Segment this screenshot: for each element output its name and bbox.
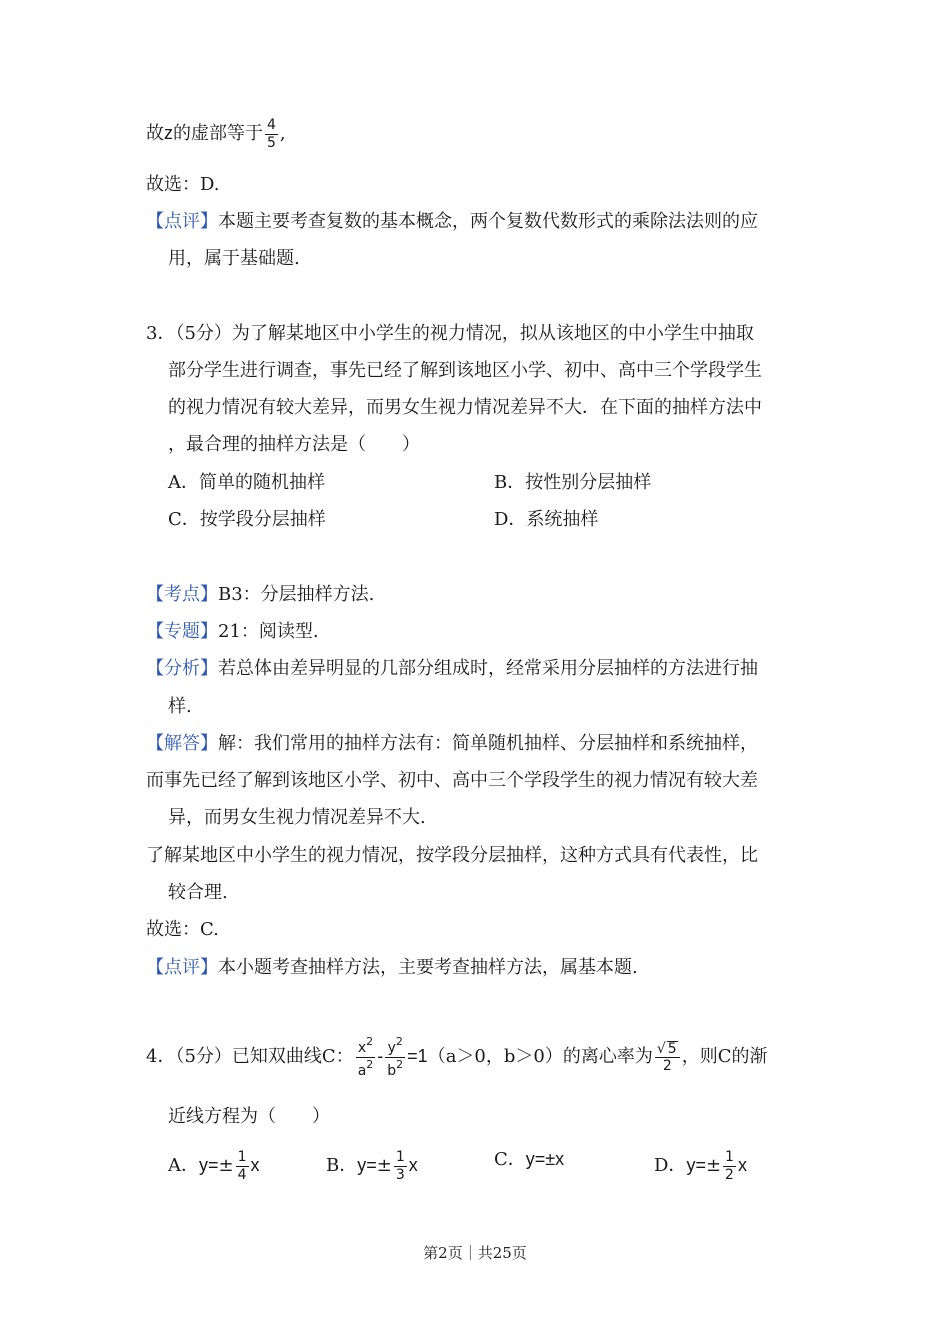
q3-option-c: C．按学段分层抽样 [168,509,326,530]
q4-stem-line1: 4．（5分）已知双曲线C： $\frac{x^2}{a^2}$ - $\frac{y^2}{b^2}$ =1（a＞0，b＞0）的离心率为 $\frac{√ 5}{2}$ ，则C的渐 [146,1035,768,1079]
q3-stem-line4: ，最合理的抽样方法是（ ） [168,434,420,455]
page-footer: 第2页｜共25页 [423,1244,527,1262]
q3-zhuanti: 【专题】21：阅读型. [146,621,319,642]
q3-fenxi-line2: 样. [168,696,192,717]
fraction-y2-b2: $\frac{y^2}{b^2}$ [387,1035,404,1079]
q2-comment-line2: 用，属于基础题. [168,248,300,269]
comment-tag: 【点评】 [146,211,218,232]
q3-option-d: D．系统抽样 [494,509,599,530]
q4-option-a: A．y=± $\frac{1}{4}$ x [168,1149,260,1183]
q4-option-b: B．y=± $\frac{1}{3}$ x [326,1149,418,1183]
q4-option-d: D．y=± $\frac{1}{2}$ x [654,1149,747,1183]
q3-option-b: B．按性别分层抽样 [494,472,652,493]
q2-imaginary-part-line: 故z的虚部等于 $\frac{4}{5}$ , [146,117,286,151]
q3-fenxi-line1: 【分析】若总体由差异明显的几部分组成时，经常采用分层抽样的方法进行抽 [146,658,758,679]
q4-option-c: C．y=±x [494,1149,565,1170]
q2-answer: 故选：D. [146,174,220,195]
q3-jieda-line4: 了解某地区中小学生的视力情况，按学段分层抽样，这种方式具有代表性，比 [146,845,758,866]
fraction-4-5: $\frac{4}{5}$ [267,117,276,151]
q3-answer: 故选：C. [146,919,219,940]
q3-stem-line1: 3．（5分）为了解某地区中小学生的视力情况，拟从该地区的中小学生中抽取 [146,323,754,344]
q3-jieda-line3: 异，而男女生视力情况差异不大. [168,807,426,828]
q3-stem-line2: 部分学生进行调查，事先已经了解到该地区小学、初中、高中三个学段学生 [168,360,762,381]
q2-comment-line1: 【点评】本题主要考查复数的基本概念，两个复数代数形式的乘除法法则的应 [146,211,758,232]
q3-dianping: 【点评】本小题考查抽样方法，主要考查抽样方法，属基本题. [146,957,638,978]
q4-number: 4． [146,1046,176,1068]
q3-jieda-line1: 【解答】解：我们常用的抽样方法有：简单随机抽样、分层抽样和系统抽样， [146,733,758,754]
q3-option-a: A．简单的随机抽样 [168,472,325,493]
q3-jieda-line5: 较合理. [168,882,228,903]
q3-kaodian: 【考点】B3：分层抽样方法. [146,584,375,605]
fraction-x2-a2: $\frac{x^2}{a^2}$ [357,1035,374,1079]
q3-number: 3． [146,323,176,344]
q3-jieda-line2: 而事先已经了解到该地区小学、初中、高中三个学段学生的视力情况有较大差 [146,770,758,791]
sqrt-symbol: √ 5 [656,1040,677,1057]
q3-stem-line3: 的视力情况有较大差异，而男女生视力情况差异不大．在下面的抽样方法中 [168,397,762,418]
fraction-sqrt5-2: $\frac{√ 5}{2}$ [655,1041,680,1074]
q4-stem-line2: 近线方程为（ ） [168,1106,330,1127]
